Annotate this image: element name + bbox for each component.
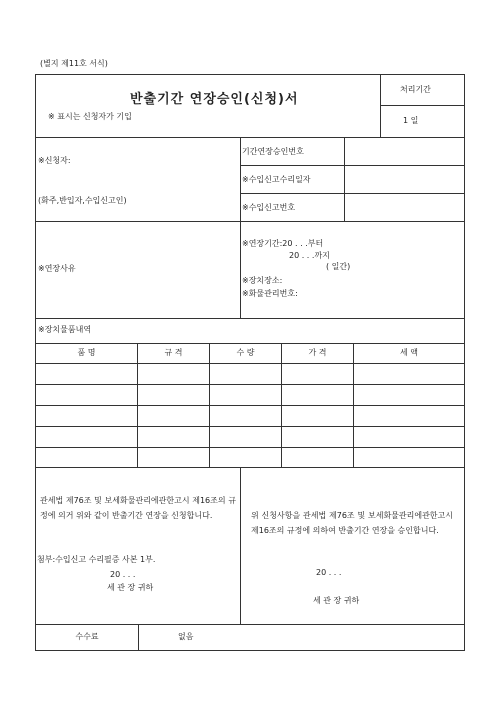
table-row[interactable] <box>36 406 464 426</box>
note-text: ※ 표시는 신청자가 기입 <box>48 112 132 121</box>
table-row[interactable] <box>36 448 464 467</box>
header-spec: 규 격 <box>164 348 183 357</box>
fee-value: 없음 <box>178 632 194 641</box>
extension-reason-label: ※연장사유 <box>38 264 76 273</box>
extension-reason-field[interactable] <box>36 222 240 318</box>
approval-date: 20 . . . <box>316 568 342 577</box>
table-row[interactable] <box>36 427 464 447</box>
form-title: 반출기간 연장승인(신청)서 <box>130 92 299 107</box>
declaration-number-label: ※수입신고번호 <box>242 203 296 212</box>
applicant-label: ※신청자: <box>38 156 71 165</box>
goods-section-label: ※장치물품내역 <box>38 325 92 334</box>
extension-period-from: ※연장기간:20 . . .부터 <box>242 239 324 248</box>
approval-number-field[interactable] <box>345 138 464 165</box>
application-statement: 관세법 제76조 및 보세화물관리에관한고시 제16조의 규정에 의거 위와 같이 반출기간 연장을 신청합니다. <box>40 496 236 520</box>
header-price: 가 격 <box>308 348 327 357</box>
table-row[interactable] <box>36 385 464 405</box>
header-quantity: 수 량 <box>236 348 255 357</box>
storage-location-label: ※장치장소: <box>242 276 283 285</box>
approval-number-label: 기간연장승인번호 <box>242 147 304 156</box>
table-row[interactable] <box>36 364 464 384</box>
cargo-number-label: ※화물관리번호: <box>242 289 298 298</box>
header-item-name: 품 명 <box>77 348 96 357</box>
approval-statement: 위 신청사항을 관세법 제76조 및 보세화물관리에관한고시 제16조의 규정에 의하여 반출기간 연장을 승인합니다. <box>251 511 453 535</box>
applicant-sub-label: (화주,반입자,수입신고인) <box>38 196 127 205</box>
header-tax: 세 액 <box>400 348 418 357</box>
processing-period-label: 처리기간 <box>400 85 431 94</box>
declaration-number-field[interactable] <box>345 194 464 221</box>
form-number: (별지 제11호 서식) <box>40 59 108 68</box>
approval-issuer: 세 관 장 귀하 <box>313 596 360 605</box>
accept-date-label: ※수입신고수리일자 <box>242 175 311 184</box>
fee-label: 수수료 <box>75 632 99 641</box>
application-date: 20 . . . <box>110 570 136 579</box>
attachment-note: 첨부:수입신고 수리필증 사본 1부. <box>37 555 156 564</box>
extension-period-to: 20 . . .까지 <box>289 251 330 260</box>
accept-date-field[interactable] <box>345 166 464 193</box>
processing-period-value: 1 일 <box>403 116 419 125</box>
extension-period-days: ( 일간) <box>326 262 351 271</box>
applicant-field[interactable] <box>36 138 240 221</box>
application-addressee: 세 관 장 귀하 <box>107 583 154 592</box>
